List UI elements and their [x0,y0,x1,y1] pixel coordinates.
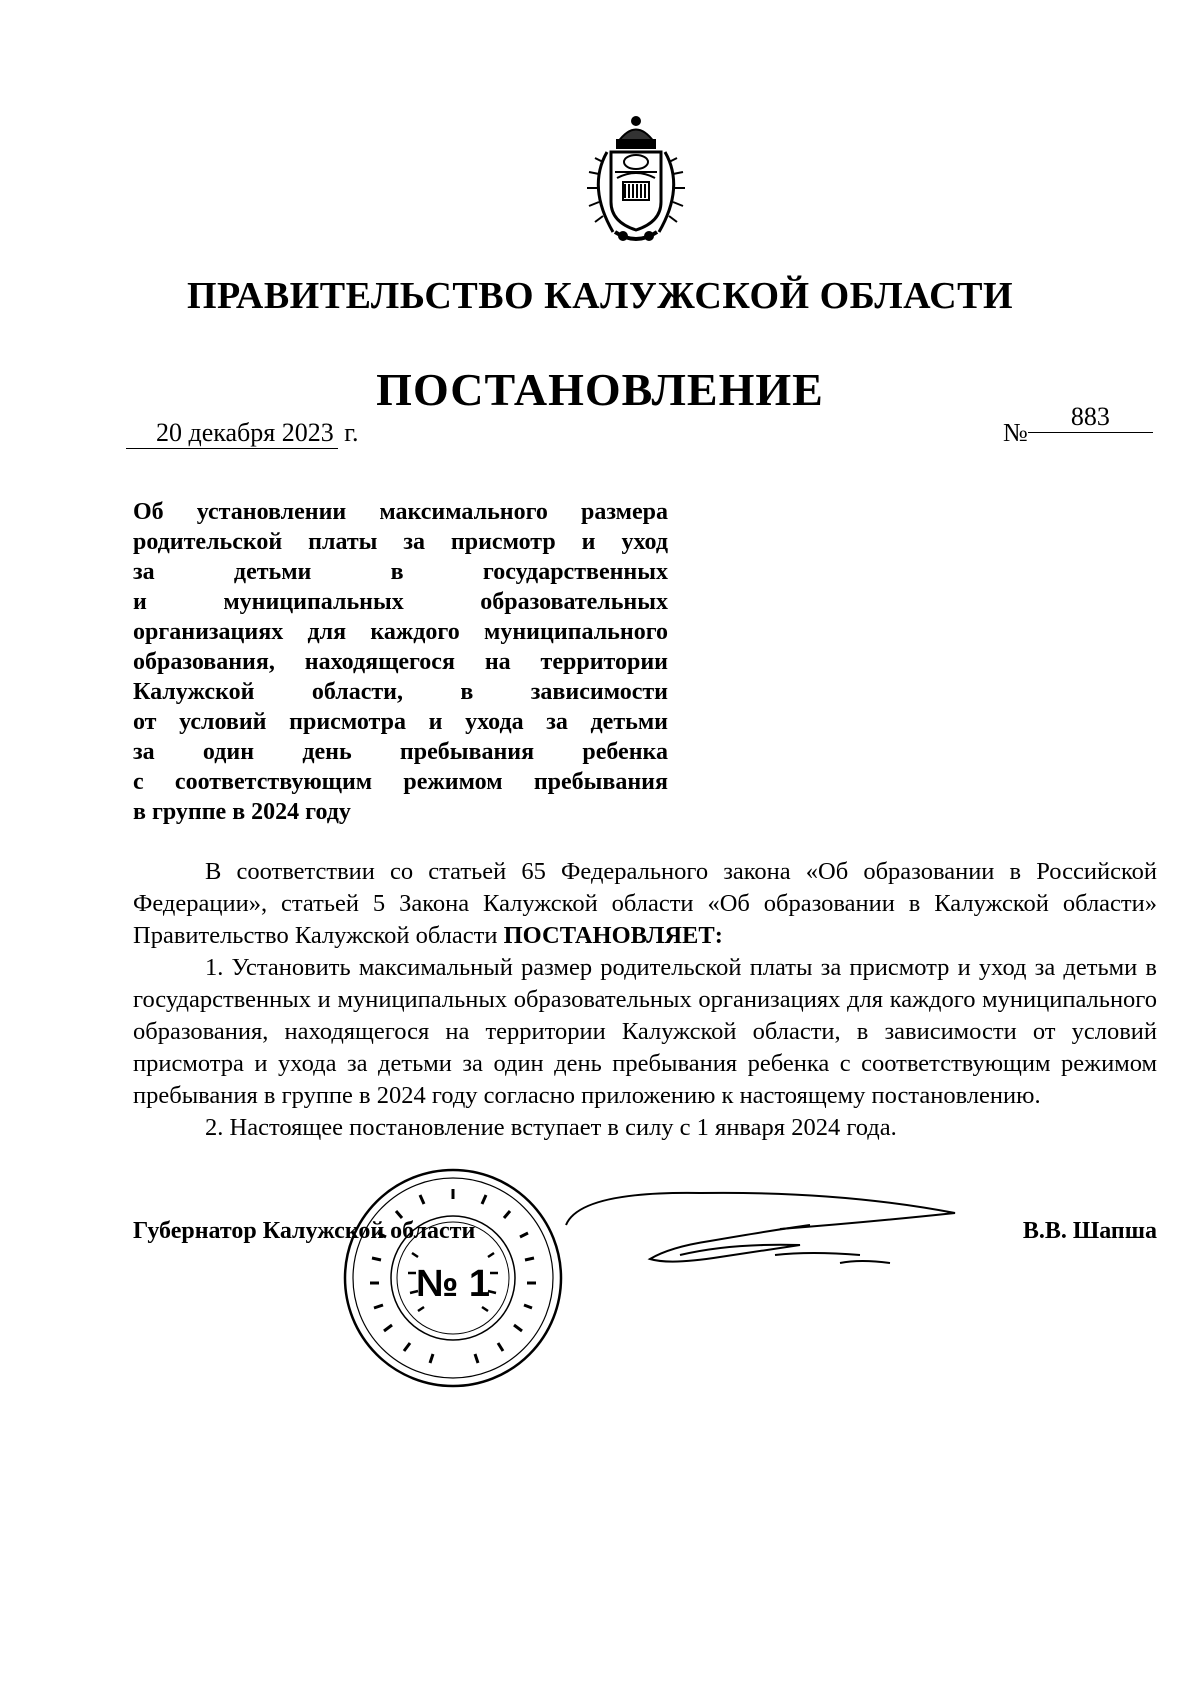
subject-line: Калужской области, в зависимости [133,679,668,705]
subject-line: с соответствующим режимом пребывания [133,769,668,795]
preamble-paragraph [133,856,1157,952]
subject-line: организациях для каждого муниципального [133,619,668,645]
document-date [126,418,358,449]
document-type-title: ПОСТАНОВЛЕНИЕ [376,364,824,415]
document-body [133,856,1157,1144]
organization-title: ПРАВИТЕЛЬСТВО КАЛУЖСКОЙ ОБЛАСТИ [186,275,1014,317]
preamble-action: ПОСТАНОВЛЯЕТ: [503,922,723,949]
number-value: 883 [1028,402,1153,433]
number-label: № [1003,418,1028,447]
document-subject [133,497,668,827]
handwritten-signature-icon [560,1185,970,1295]
signer-name: В.В. Шапша [1022,1218,1157,1244]
document-number [1003,402,1153,449]
official-seal-icon [338,1163,568,1393]
subject-line: от условий присмотра и ухода за детьми [133,709,668,735]
subject-line: Об установлении максимального размера [133,499,668,525]
signer-position: Губернатор Калужской области [133,1218,476,1244]
subject-line: и муниципальных образовательных [133,589,668,615]
item-2-paragraph: 2. Настоящее постановление вступает в силу с 1 января 2024 года. [205,1114,897,1141]
subject-line: образования, находящегося на территории [133,649,668,675]
date-value: 20 декабря 2023 [126,418,338,449]
item-1-paragraph: 1. Установить максимальный размер родительской платы за присмотр и уход за детьми в государственных и муниципальных образовательных организациях для каждого муниципального образования, находящегося на территории Калужской области, в зависимости от условий присмотра и ухода за детьми за один день пребывания ребенка с соответствующим режимом пребывания в группе в 2024 году согласно приложению к настоящему постановлению. [133,954,1157,1109]
subject-line: в группе в 2024 году [133,799,351,825]
date-suffix: г. [344,418,359,447]
subject-line: родительской платы за присмотр и уход [133,529,668,555]
subject-line: за детьми в государственных [133,559,668,585]
coat-of-arms-icon [573,112,699,247]
seal-center-text: № 1 [415,1263,491,1305]
subject-line: за один день пребывания ребенка [133,739,668,765]
preamble-text: В соответствии со статьей 65 Федерального закона «Об образовании в Российской Федерации», статьей 5 Закона Калужской области «Об образовании в Калужской области» Правительство Калужской области [133,858,1157,949]
